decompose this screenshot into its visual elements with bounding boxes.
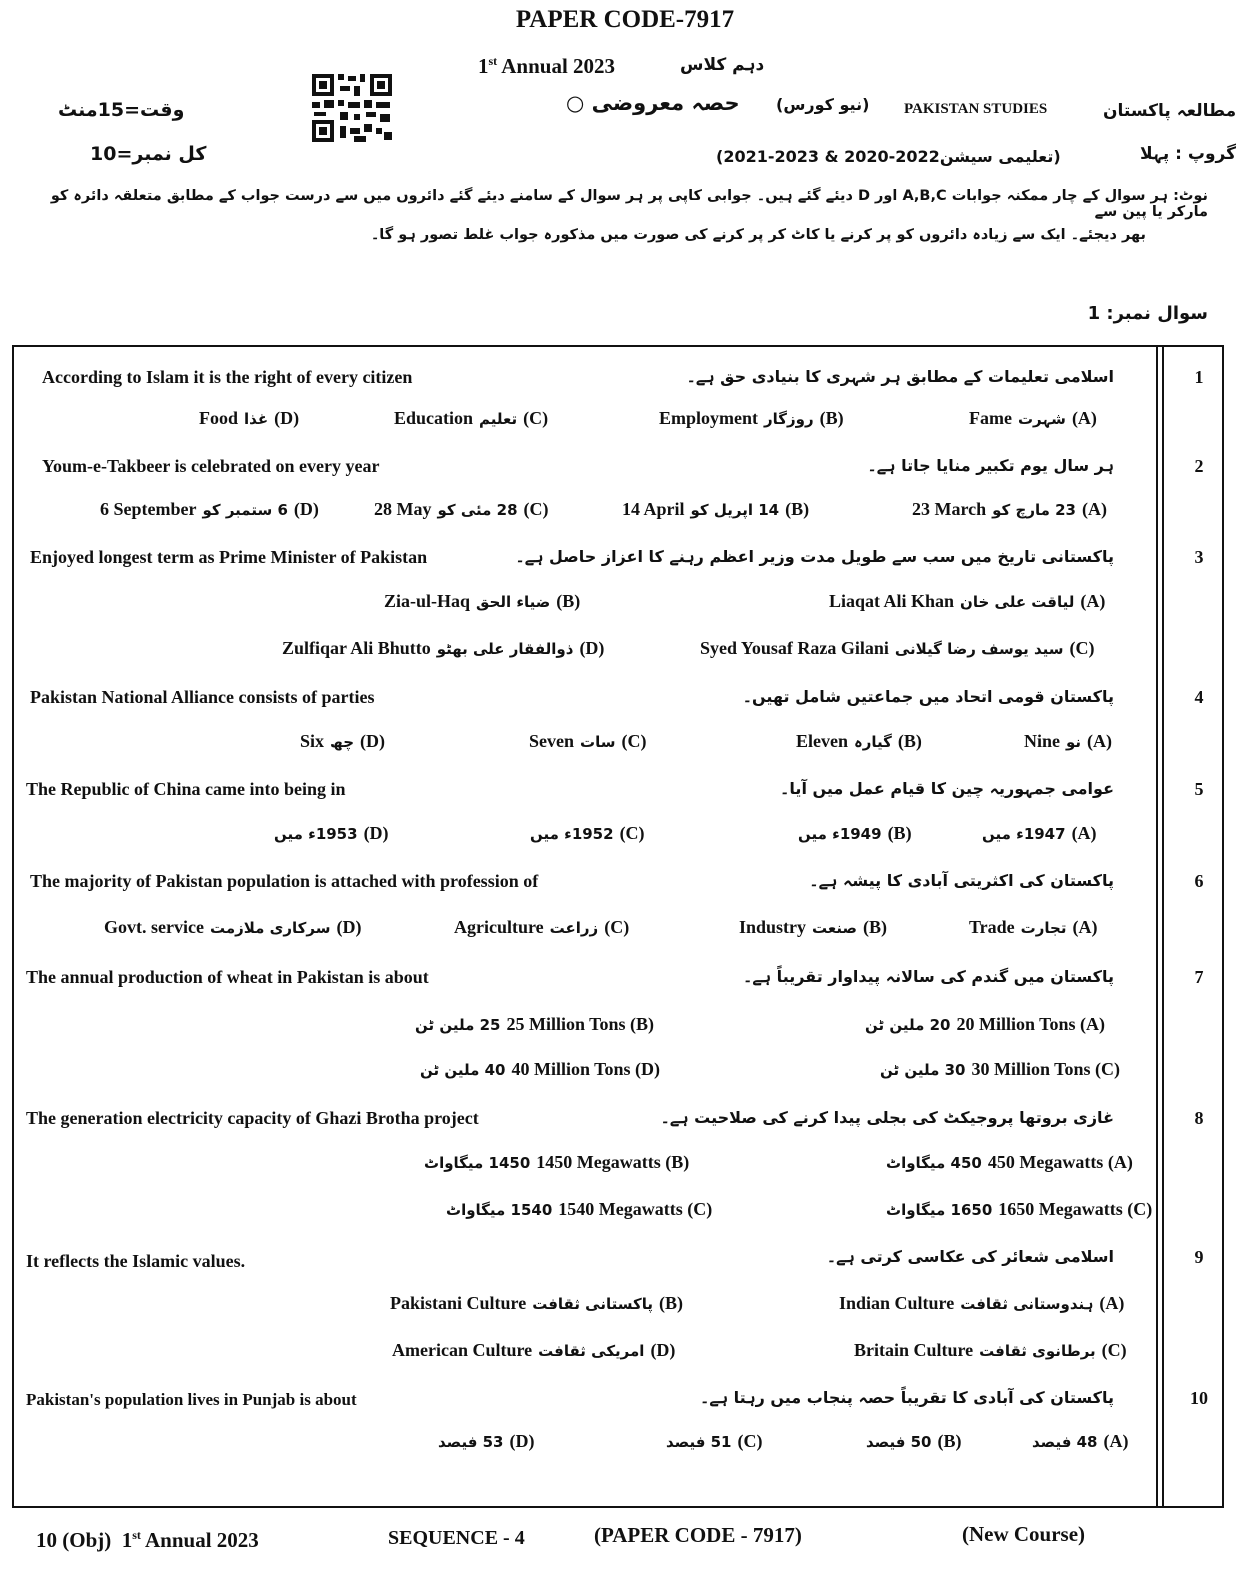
total-marks: کل نمبر=10 <box>90 143 207 165</box>
question-number: 5 <box>1194 779 1204 799</box>
footer-course: (New Course) <box>962 1522 1086 1546</box>
time-allowed: وقت=15منٹ <box>58 99 185 121</box>
class-label: دہم کلاس <box>680 55 765 75</box>
question-number: 3 <box>1194 547 1204 567</box>
option-c: Syed Yousaf Raza Gilani سید یوسف رضا گیلانی (C) <box>700 638 1095 658</box>
option-d: 1953ء میں (D) <box>274 823 389 843</box>
question-text-en: The annual production of wheat in Pakistan is about <box>26 967 429 987</box>
option-a: Liaqat Ali Khan لیاقت علی خان (A) <box>829 591 1106 611</box>
qr-code-icon <box>310 72 394 144</box>
group-label: گروپ : پہلا <box>1140 144 1236 164</box>
option-c: 1952ء میں (C) <box>530 823 645 843</box>
option-c: Education تعلیم (C) <box>394 408 549 428</box>
question-number: 2 <box>1194 456 1204 476</box>
question-number: 8 <box>1194 1108 1204 1128</box>
question-number: 7 <box>1194 967 1204 987</box>
subject-english: PAKISTAN STUDIES <box>904 101 1048 117</box>
instruction-note-line-2: بھر دیجئے۔ ایک سے زیادہ دائروں کو پر کرنے یا کاٹ کر پر کرنے کی صورت میں مذکورہ جواب غلط تصور ہو گا۔ <box>370 227 1146 243</box>
table-divider-outer <box>1156 347 1158 1506</box>
question-text-ur: غازی بروتھا پروجیکٹ کی بجلی پیدا کرنے کی صلاحیت ہے۔ <box>660 1108 1114 1127</box>
option-d: 53 فیصد (D) <box>438 1431 535 1451</box>
new-course-label: (نیو کورس) <box>776 95 870 114</box>
question-text-ur: پاکستانی تاریخ میں سب سے طویل مدت وزیر اعظم رہنے کا اعزاز حاصل ہے۔ <box>515 547 1114 566</box>
question-text-en: Pakistan's population lives in Punjab is about <box>26 1390 357 1409</box>
option-d: Six چھ (D) <box>300 731 386 751</box>
option-a: Fame شہرت (A) <box>969 408 1097 428</box>
question-number: 1 <box>1194 367 1204 387</box>
question-text-en: According to Islam it is the right of every citizen <box>42 367 413 387</box>
question-text-en: Pakistan National Alliance consists of parties <box>30 687 375 707</box>
option-d: Zulfiqar Ali Bhutto ذوالفقار علی بھٹو (D) <box>282 638 605 658</box>
question-text-ur: عوامی جمہوریہ چین کا قیام عمل میں آیا۔ <box>780 779 1114 798</box>
footer-annual-number: 1 <box>121 1528 133 1552</box>
question-text-en: The Republic of China came into being in <box>26 779 346 799</box>
option-c: 1650 میگاواٹ 1650 Megawatts (C) <box>886 1199 1153 1219</box>
option-c: Britain Culture برطانوی ثقافت (C) <box>854 1340 1127 1360</box>
option-a: Trade تجارت (A) <box>969 917 1098 937</box>
option-b: 1949ء میں (B) <box>798 823 912 843</box>
question-text-en: Enjoyed longest term as Prime Minister of Pakistan <box>30 547 428 567</box>
footer-paper-code: (PAPER CODE - 7917) <box>594 1523 802 1547</box>
question-number: 9 <box>1194 1247 1204 1267</box>
question-text-en: Youm-e-Takbeer is celebrated on every year <box>42 456 380 476</box>
option-b: 14 April 14 اپریل کو (B) <box>622 499 810 519</box>
option-b: Pakistani Culture پاکستانی ثقافت (B) <box>390 1293 683 1313</box>
option-d: Food غذا (D) <box>199 408 300 428</box>
instruction-note-line-1: نوٹ: ہر سوال کے چار ممکنہ جوابات A,B,C اور D دیئے گئے ہیں۔ جوابی کاپی پر ہر سوال کے سامنے دیئے گئے دائروں میں سے درست جواب کے مطابق متعلقہ دائرہ کو مارکر یا پین سے <box>50 188 1208 220</box>
question-text-ur: پاکستان میں گندم کی سالانہ پیداوار تقریباً ہے۔ <box>742 967 1114 986</box>
footer-obj: 10 (Obj) <box>36 1528 112 1552</box>
option-a: Indian Culture ہندوستانی ثقافت (A) <box>839 1293 1125 1313</box>
footer-sequence: SEQUENCE - 4 <box>388 1527 525 1549</box>
option-a: 1947ء میں (A) <box>982 823 1097 843</box>
annual-exam-label <box>478 54 615 79</box>
question-text-en: It reflects the Islamic values. <box>26 1251 246 1271</box>
option-b: Zia-ul-Haq ضیاء الحق (B) <box>384 591 581 611</box>
option-b: 25 ملین ٹن 25 Million Tons (B) <box>415 1014 655 1034</box>
option-c: 28 May 28 مئی کو (C) <box>374 499 549 519</box>
paper-code-title: PAPER CODE-7917 <box>515 6 735 33</box>
option-a: 450 میگاواٹ 450 Megawatts (A) <box>886 1152 1133 1172</box>
question-text-ur: اسلامی تعلیمات کے مطابق ہر شہری کا بنیادی حق ہے۔ <box>686 367 1114 386</box>
session-label: (تعلیمی سیشن2022-2020 & 2023-2021) <box>716 147 1061 166</box>
option-c: 30 ملین ٹن 30 Million Tons (C) <box>880 1059 1121 1079</box>
question-text-ur: پاکستان کی آبادی کا تقریباً حصہ پنجاب میں رہتا ہے۔ <box>699 1388 1114 1407</box>
question-text-en: The majority of Pakistan population is attached with profession of <box>30 871 539 891</box>
question-text-en: The generation electricity capacity of Ghazi Brotha project <box>26 1108 479 1128</box>
question-text-ur: ہر سال یوم تکبیر منایا جاتا ہے۔ <box>867 456 1114 475</box>
option-b: Employment روزگار (B) <box>659 408 844 428</box>
footer-annual-year: Annual 2023 <box>140 1528 259 1552</box>
option-b: 1450 میگاواٹ 1450 Megawatts (B) <box>424 1152 690 1172</box>
annual-year: Annual 2023 <box>497 54 616 78</box>
question-number-heading: سوال نمبر: 1 <box>1087 303 1208 324</box>
option-a: 23 March 23 مارچ کو (A) <box>912 499 1107 519</box>
annual-superscript: st <box>488 54 498 68</box>
option-c: Agriculture زراعت (C) <box>454 917 630 937</box>
question-text-ur: پاکستان قومی اتحاد میں جماعتیں شامل تھیں۔ <box>742 687 1114 706</box>
option-a: 20 ملین ٹن 20 Million Tons (A) <box>865 1014 1106 1034</box>
question-number: 10 <box>1190 1388 1208 1408</box>
option-c-second: 1540 میگاواٹ 1540 Megawatts (C) <box>446 1199 713 1219</box>
option-a: Nine نو (A) <box>1024 731 1113 751</box>
option-c: 51 فیصد (C) <box>666 1431 763 1451</box>
footer-obj-label <box>36 1528 259 1553</box>
option-a: 48 فیصد (A) <box>1032 1431 1129 1451</box>
objective-part-label: حصہ معروضی ○ <box>566 91 740 115</box>
option-d: Govt. service سرکاری ملازمت (D) <box>104 917 362 937</box>
annual-number: 1 <box>478 54 489 78</box>
option-b: 50 فیصد (B) <box>866 1431 962 1451</box>
option-b: Eleven گیارہ (B) <box>796 731 922 751</box>
question-table <box>12 345 1224 1508</box>
question-number: 6 <box>1194 871 1204 891</box>
option-b: Industry صنعت (B) <box>739 917 887 937</box>
question-text-ur: پاکستان کی اکثریتی آبادی کا پیشہ ہے۔ <box>809 871 1114 890</box>
table-divider-inner <box>1162 347 1164 1506</box>
question-text-ur: اسلامی شعائر کی عکاسی کرتی ہے۔ <box>826 1247 1114 1266</box>
subject-urdu: مطالعہ پاکستان <box>1103 101 1237 121</box>
option-d: 6 September 6 ستمبر کو (D) <box>100 499 319 519</box>
option-d: 40 ملین ٹن 40 Million Tons (D) <box>420 1059 661 1079</box>
option-c: Seven سات (C) <box>529 731 647 751</box>
option-d: American Culture امریکی ثقافت (D) <box>392 1340 676 1360</box>
question-number: 4 <box>1194 687 1204 707</box>
footer-annual-superscript: st <box>132 1528 141 1542</box>
